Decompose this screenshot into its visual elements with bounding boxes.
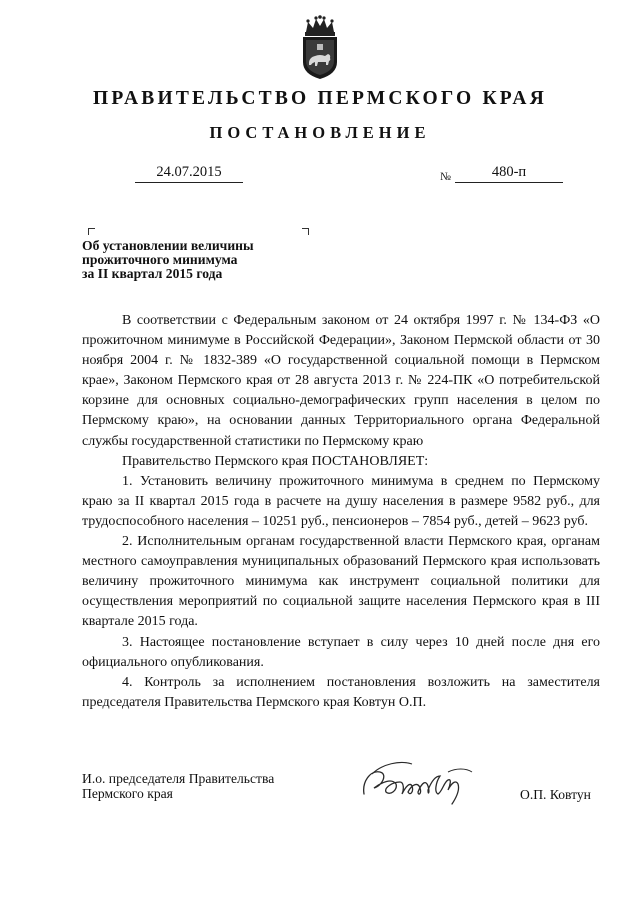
document-date: 24.07.2015 — [135, 164, 243, 183]
coat-of-arms-icon — [298, 14, 342, 80]
body-paragraph-item-1: 1. Установить величину прожиточного минимума в среднем по Пермскому краю за II квартал 2015 года в расчете на душу населения в размере 9582 руб., для трудоспособного населения – 10251 руб., пенсионеров – 7854 руб., детей – 9623 руб. — [82, 473, 600, 529]
subject-line: Об установлении величины — [82, 238, 254, 253]
signatory-title-line: Пермского края — [82, 785, 173, 801]
subject-line: прожиточного минимума — [82, 251, 238, 267]
subject-line: за II квартал 2015 года — [82, 265, 223, 281]
signatory-title — [82, 772, 274, 801]
document-type-title: ПОСТАНОВЛЕНИЕ — [209, 123, 431, 142]
body-paragraph-item-3: 3. Настоящее постановление вступает в силу через 10 дней после дня его официального опубликования. — [82, 634, 600, 670]
body-paragraph-preamble: В соответствии с Федеральным законом от 24 октября 1997 г. № 134-ФЗ «О прожиточном минимуме в Российской Федерации», Законом Пермской области от 30 ноября 2004 г. № 1832-389 «О государственной социальной помощи в Пермском крае», Законом Пермского края от 28 августа 2013 г. № 224-ПК «О потребительской корзине для основных социально-демографических групп населения в целом по Пермскому краю», на основании данных Территориального органа Федеральной службы государственной статистики по Пермскому краю — [82, 313, 600, 449]
number-label: № — [440, 171, 451, 183]
signatory-title-line: И.о. председателя Правительства — [82, 771, 275, 786]
document-subject — [82, 239, 312, 280]
signatory-name: О.П. Ковтун — [520, 787, 591, 802]
body-paragraph-item-2: 2. Исполнительным органам государственной власти Пермского края, органам местного самоуправления муниципальных образований Пермского края использовать величину прожиточного минимума как инструмент социальной политики для осуществления мероприятий по социальной защите населения Пермского края в III квартале 2015 года. — [82, 534, 600, 630]
handwritten-signature — [352, 752, 482, 812]
document-body — [82, 311, 600, 713]
body-paragraph-item-4: 4. Контроль за исполнением постановления возложить на заместителя председателя Правительства Пермского края Ковтун О.П. — [82, 674, 600, 710]
organization-title: ПРАВИТЕЛЬСТВО ПЕРМСКОГО КРАЯ — [93, 88, 547, 109]
document-number: 480-п — [455, 164, 563, 183]
subject-corner-right — [302, 228, 309, 235]
subject-corner-left — [88, 228, 95, 235]
body-paragraph-resolves: Правительство Пермского края ПОСТАНОВЛЯЕТ: — [122, 453, 429, 469]
